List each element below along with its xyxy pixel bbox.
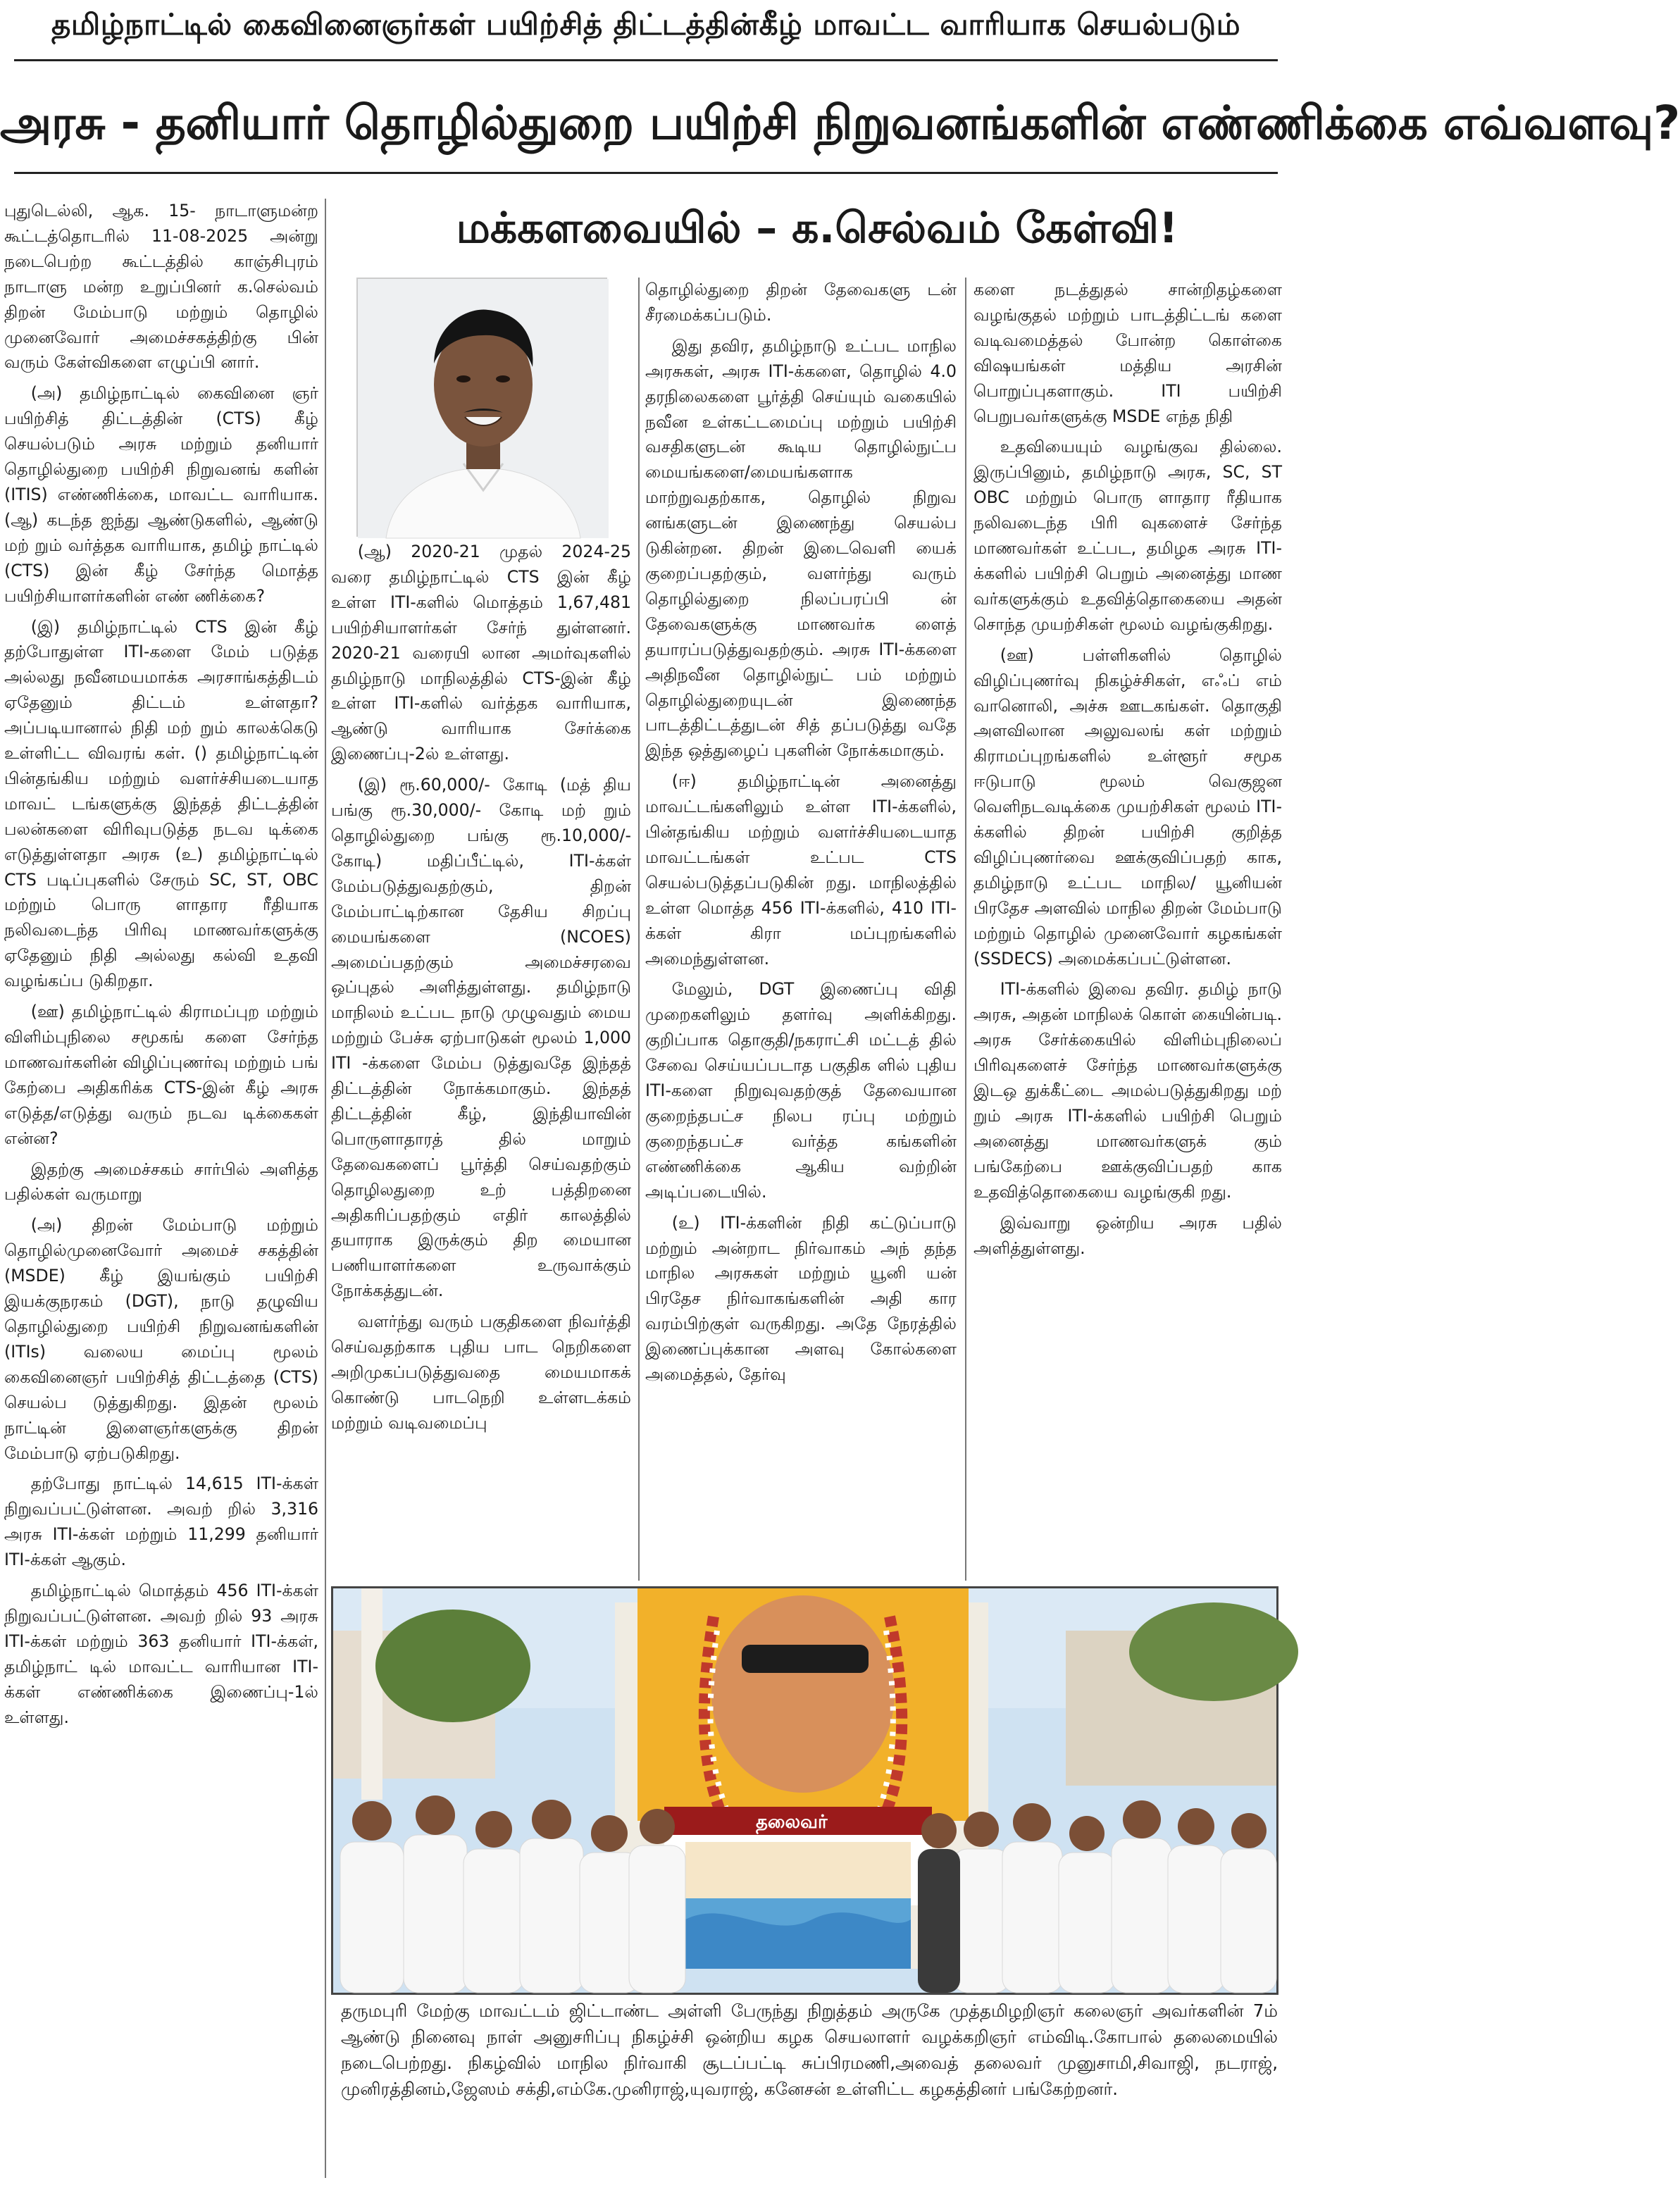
col1-paragraph-8: தமிழ்நாட்டில் மொத்தம் 456 ITI-க்கள் நிறுவப்பட்டுள்ளன. அவற் றில் 93 அரசு ITI-க்கள் மற்றும் 363 தனியார் ITI-க்கள், தமிழ்நாட் டில் மாவட்ட வாரியான ITI-க்கள் எண்ணிக்கை இணைப்பு-1ல் உள்ளது. bbox=[4, 1581, 318, 1727]
col4-paragraph-1: களை நடத்துதல் சான்றிதழ்களை வழங்குதல் மற்றும் பாடத்திட்டங் களை வடிவமைத்தல் போன்ற கொள்கை விஷயங்கள் மத்திய அரசின் பொறுப்புகளாகும். ITI பயிற்சி பெறுபவர்களுக்கு MSDE எந்த நிதி bbox=[973, 280, 1282, 426]
article-column-3 bbox=[645, 278, 957, 1583]
col3-paragraph-5: (உ) ITI-க்களின் நிதி கட்டுப்பாடு மற்றும் அன்றாட நிர்வாகம் அந் தந்த மாநில அரசுகள் மற்றும் யூனி யன் பிரதேச நிர்வாகங்களின் அதி கார வரம்பிற்குள் வருகிறது. அதே நேரத்தில் இணைப்புக்கான அளவு கோல்களை அமைத்தல், தேர்வு bbox=[645, 1212, 957, 1385]
event-photo bbox=[331, 1586, 1278, 1995]
col1-paragraph-6: (அ) திறன் மேம்பாடு மற்றும் தொழில்முனைவோர் அமைச் சகத்தின் (MSDE) கீழ் இயங்கும் பயிற்சி இயக்குநரகம் (DGT), நாடு தழுவிய தொழில்துறை பயிற்சி நிறுவனங்களின் (ITIs) வலைய மைப்பு மூலம் கைவினைஞர் பயிற்சித் திட்டத்தை (CTS) செயல்ப டுத்துகிறது. இதன் மூலம் நாட்டின் இளைஞர்களுக்கு திறன் மேம்பாடு ஏற்படுகிறது. bbox=[4, 1215, 318, 1463]
banner-text: தலைவர் bbox=[756, 1812, 828, 1833]
col1-paragraph-4: (ஊ) தமிழ்நாட்டில் கிராமப்புற மற்றும் விளிம்புநிலை சமூகங் களை சேர்ந்த மாணவர்களின் விழிப்புணர்வு மற்றும் பங் கேற்பை அதிகரிக்க CTS-இன் கீழ் அரசு எடுத்த/எடுத்து வரும் நடவ டிக்கைகள் என்ன? bbox=[4, 1002, 318, 1148]
portrait-illustration bbox=[358, 279, 609, 538]
kicker-line: தமிழ்நாட்டில் கைவினைஞர்கள் பயிற்சித் திட்டத்தின்கீழ் மாவட்ட வாரியாக செயல்படும் bbox=[51, 7, 1240, 42]
col4-paragraph-4: ITI-க்களில் இவை தவிர. தமிழ் நாடு அரசு, அதன் மாநிலக் கொள் கையின்படி. அரசு சேர்க்கையில் விளிம்புநிலைப் பிரிவுகளைச் சேர்ந்த மாணவர்களுக்கு இடஒ துக்கீட்டை அமல்படுத்துகிறது மற் றும் அரசு ITI-க்களில் பயிற்சி பெறும் அனைத்து மாணவர்களுக் கும் பங்கேற்பை ஊக்குவிப்பதற் காக உதவித்தொகையை வழங்குகி றது. bbox=[973, 979, 1282, 1202]
article-column-4 bbox=[973, 278, 1282, 1583]
column-divider-3 bbox=[965, 278, 966, 1581]
col3-paragraph-1: தொழில்துறை திறன் தேவைகளு டன் சீரமைக்கப்படும். bbox=[645, 280, 957, 325]
col2-paragraph-1: (ஆ) 2020-21 முதல் 2024-25 வரை தமிழ்நாட்டில் CTS இன் கீழ் உள்ள ITI-களில் மொத்தம் 1,67,481 பயிற்சியாளர்கள் சேர்ந் துள்ளனர். 2020-21 வரையி லான அமர்வுகளில் தமிழ்நாடு மாநிலத்தில் CTS-இன் கீழ் உள்ள ITI-களில் வர்த்தக வாரியாக, ஆண்டு வாரியாக சேர்க்கை இணைப்பு-2ல் உள்ளது. bbox=[331, 542, 631, 764]
article-column-2 bbox=[331, 540, 631, 1583]
article-column-1 bbox=[4, 199, 318, 2181]
col4-paragraph-2: உதவியையும் வழங்குவ தில்லை. இருப்பினும், தமிழ்நாடு அரசு, SC, ST OBC மற்றும் பொரு ளாதார ரீதியாக நலிவடைந்த பிரி வுகளைச் சேர்ந்த மாணவர்கள் உட்பட, தமிழக அரசு ITI-க்களில் பயிற்சி பெறும் அனைத்து மாண வர்களுக்கும் உதவித்தொகையை அதன் சொந்த முயற்சிகள் மூலம் வழங்குகிறது. bbox=[973, 437, 1282, 634]
col3-paragraph-4: மேலும், DGT இணைப்பு விதி முறைகளிலும் தளர்வு அளிக்கிறது. குறிப்பாக தொகுதி/நகராட்சி மட்டத் தில் சேவை செய்யப்படாத பகுதிக ளில் புதிய ITI-களை நிறுவுவதற்குத் தேவையான குறைந்தபட்ச நிலப ரப்பு மற்றும் குறைந்தபட்ச வர்த்த கங்களின் எண்ணிக்கை ஆகிய வற்றின் அடிப்படையில். bbox=[645, 979, 957, 1202]
headline-divider bbox=[14, 172, 1278, 174]
col1-paragraph-1: புதுடெல்லி, ஆக. 15- நாடாளுமன்ற கூட்டத்தொடரில் 11-08-2025 அன்று நடைபெற்ற கூட்டத்தில் காஞ்சிபுரம் நாடாளு மன்ற உறுப்பினர் க.செல்வம் திறன் மேம்பாடு மற்றும் தொழில் முனைவோர் அமைச்சகத்திற்கு பின் வரும் கேள்விகளை எழுப்பி னார். bbox=[4, 201, 318, 373]
col2-paragraph-3: வளர்ந்து வரும் பகுதிகளை நிவர்த்தி செய்வதற்காக புதிய பாட நெறிகளை அறிமுகப்படுத்துவதை மையமாகக் கொண்டு பாடநெறி உள்ளடக்கம் மற்றும் வடிவமைப்பு bbox=[331, 1312, 631, 1433]
column-divider-2 bbox=[638, 278, 640, 1581]
event-photo-illustration bbox=[333, 1588, 1276, 1993]
main-headline: அரசு - தனியார் தொழில்துறை பயிற்சி நிறுவனங்களின் எண்ணிக்கை எவ்வளவு? bbox=[0, 96, 1680, 150]
col2-paragraph-2: (இ) ரூ.60,000/- கோடி (மத் திய பங்கு ரூ.30,000/- கோடி மற் றும் தொழில்துறை பங்கு ரூ.10,000/- கோடி) மதிப்பீட்டில், ITI-க்கள் மேம்படுத்துவதற்கும், திறன் மேம்பாட்டிற்கான தேசிய சிறப்பு மையங்களை (NCOES) அமைப்பதற்கும் அமைச்சரவை ஒப்புதல் அளித்துள்ளது. தமிழ்நாடு மாநிலம் உட்பட நாடு முழுவதும் மைய மற்றும் பேச்சு ஏற்பாடுகள் மூலம் 1,000 ITI -க்களை மேம்ப டுத்துவதே இந்தத் திட்டத்தின் நோக்கமாகும். இந்தத் திட்டத்தின் கீழ், இந்தியாவின் பொருளாதாரத் தில் மாறும் தேவைகளைப் பூர்த்தி செய்வதற்கும் தொழிலதுறை உற் பத்திறனை அதிகரிப்பதற்கும் எதிர் காலத்தில் தயாராக இருக்கும் திற மையான பணியாளர்களை உருவாக்கும் நோக்கத்துடன். bbox=[331, 775, 631, 1301]
col1-paragraph-5: இதற்கு அமைச்சகம் சார்பில் அளித்த பதில்கள் வருமாறு bbox=[4, 1159, 318, 1204]
col4-paragraph-5: இவ்வாறு ஒன்றிய அரசு பதில் அளித்துள்ளது. bbox=[973, 1212, 1282, 1258]
col4-paragraph-3: (ஊ) பள்ளிகளில் தொழில் விழிப்புணர்வு நிகழ்ச்சிகள், எஃப் எம் வானொலி, அச்சு ஊடகங்கள். தொகுதி அளவிலான அலுவலங் கள் மற்றும் கிராமப்புறங்களில் உள்ளூர் சமூக ஈடுபாடு மூலம் வெகுஜன வெளிநடவடிக்கை முயற்சிகள் மூலம் ITI-க்களில் திறன் பயிற்சி குறித்த விழிப்புணர்வை ஊக்குவிப்பதற் காக, தமிழ்நாடு உட்பட மாநில/ யூனியன் பிரதேச அளவில் மாநில திறன் மேம்பாடு மற்றும் தொழில் முனைவோர் கழகங்கள் (SSDECS) அமைக்கப்பட்டுள்ளன. bbox=[973, 645, 1282, 969]
col3-paragraph-3: (ஈ) தமிழ்நாட்டின் அனைத்து மாவட்டங்களிலும் உள்ள ITI-க்களில், பின்தங்கிய மற்றும் வளர்ச்சியடையாத மாவட்டங்கள் உட்பட CTS செயல்படுத்தப்படுகின் றது. மாநிலத்தில் உள்ள மொத்த 456 ITI-க்களில், 410 ITI-க்கள் கிரா மப்புறங்களில் அமைந்துள்ளன. bbox=[645, 771, 957, 969]
kicker-divider bbox=[14, 59, 1278, 61]
sub-headline: மக்களவையில் – க.செல்வம் கேள்வி! bbox=[456, 204, 1178, 253]
col1-paragraph-7: தற்போது நாட்டில் 14,615 ITI-க்கள் நிறுவப்பட்டுள்ளன. அவற் றில் 3,316 அரசு ITI-க்கள் மற்றும் 11,299 தனியார் ITI-க்கள் ஆகும். bbox=[4, 1474, 318, 1570]
col1-paragraph-2: (அ) தமிழ்நாட்டில் கைவினை ஞர் பயிற்சித் திட்டத்தின் (CTS) கீழ் செயல்படும் அரசு மற்றும் தனியார் தொழில்துறை பயிற்சி நிறுவனங் களின் (ITIS) எண்ணிக்கை, மாவட்ட வாரியாக. (ஆ) கடந்த ஐந்து ஆண்டுகளில், ஆண்டு மற் றும் வர்த்தக வாரியாக, தமிழ் நாட்டில் (CTS) இன் கீழ் சேர்ந்த மொத்த பயிற்சியாளர்களின் எண் ணிக்கை? bbox=[4, 383, 318, 606]
col3-paragraph-2: இது தவிர, தமிழ்நாடு உட்பட மாநில அரசுகள், அரசு ITI-க்களை, தொழில் 4.0 தரநிலைகளை பூர்த்தி செய்யும் வகையில் நவீன உள்கட்டமைப்பு மற்றும் பயிற்சி வசதிகளுடன் கூடிய தொழில்நுட்ப மையங்களை/மையங்களாக மாற்றுவதற்காக, தொழில் நிறுவ னங்களுடன் இணைந்து செயல்ப டுகின்றன. திறன் இடைவெளி யைக் குறைப்பதற்கும், வளர்ந்து வரும் தொழில்துறை நிலப்பரப்பி ன் தேவைகளுக்கு மாணவர்க ளைத் தயாரப்படுத்துவதற்கும். அரசு ITI-க்களை அதிநவீன தொழில்நுட் பம் மற்றும் தொழில்துறையுடன் இணைந்த பாடத்திட்டத்துடன் சித் தப்படுத்து வதே இந்த ஒத்துழைப் புகளின் நோக்கமாகும். bbox=[645, 335, 957, 761]
col1-paragraph-3: (இ) தமிழ்நாட்டில் CTS இன் கீழ் தற்போதுள்ள ITI-களை மேம் படுத்த அல்லது நவீனமயமாக்க அரசாங்கத்திடம் ஏதேனும் திட்டம் உள்ளதா? அப்படியானால் நிதி மற் றும் காலக்கெடு உள்ளிட்ட விவரங் கள். () தமிழ்நாட்டின் பின்தங்கிய மற்றும் வளர்ச்சியடையாத மாவட் டங்களுக்கு இந்தத் திட்டத்தின் பலன்களை விரிவுபடுத்த நடவ டிக்கை எடுத்துள்ளதா அரசு (உ) தமிழ்நாட்டில் CTS படிப்புகளில் சேரும் SC, ST, OBC மற்றும் பொரு ளாதார ரீதியாக நலிவடைந்த பிரிவு மாணவர்களுக்கு ஏதேனும் நிதி அல்லது கல்வி உதவி வழங்கப்ப டுகிறதா. bbox=[4, 616, 318, 991]
photo-caption: தருமபுரி மேற்கு மாவட்டம் ஜிட்டாண்ட அள்ளி பேருந்து நிறுத்தம் அருகே முத்தமிழறிஞர் கலைஞர் அவர்களின் 7ம் ஆண்டு நினைவு நாள் அனுசரிப்பு நிகழ்ச்சி ஒன்றிய கழக செயலாளர் வழக்கறிஞர் எம்விடி.கோபால் தலைமையில் நடைபெற்றது. நிகழ்வில் மாநில நிர்வாகி சூடப்பட்டி சுப்பிரமணி,அவைத் தலைவர் முனுசாமி,சிவாஜி, நடராஜ், முனிரத்தினம்,ஜேஸம் சக்தி,எம்கே.முனிராஜ்,யுவராஜ், கனேசன் உள்ளிட்ட கழகத்தினர் பங்கேற்றனர். bbox=[341, 2000, 1278, 2099]
column-divider-1 bbox=[325, 199, 326, 2178]
portrait-photo bbox=[356, 278, 607, 537]
